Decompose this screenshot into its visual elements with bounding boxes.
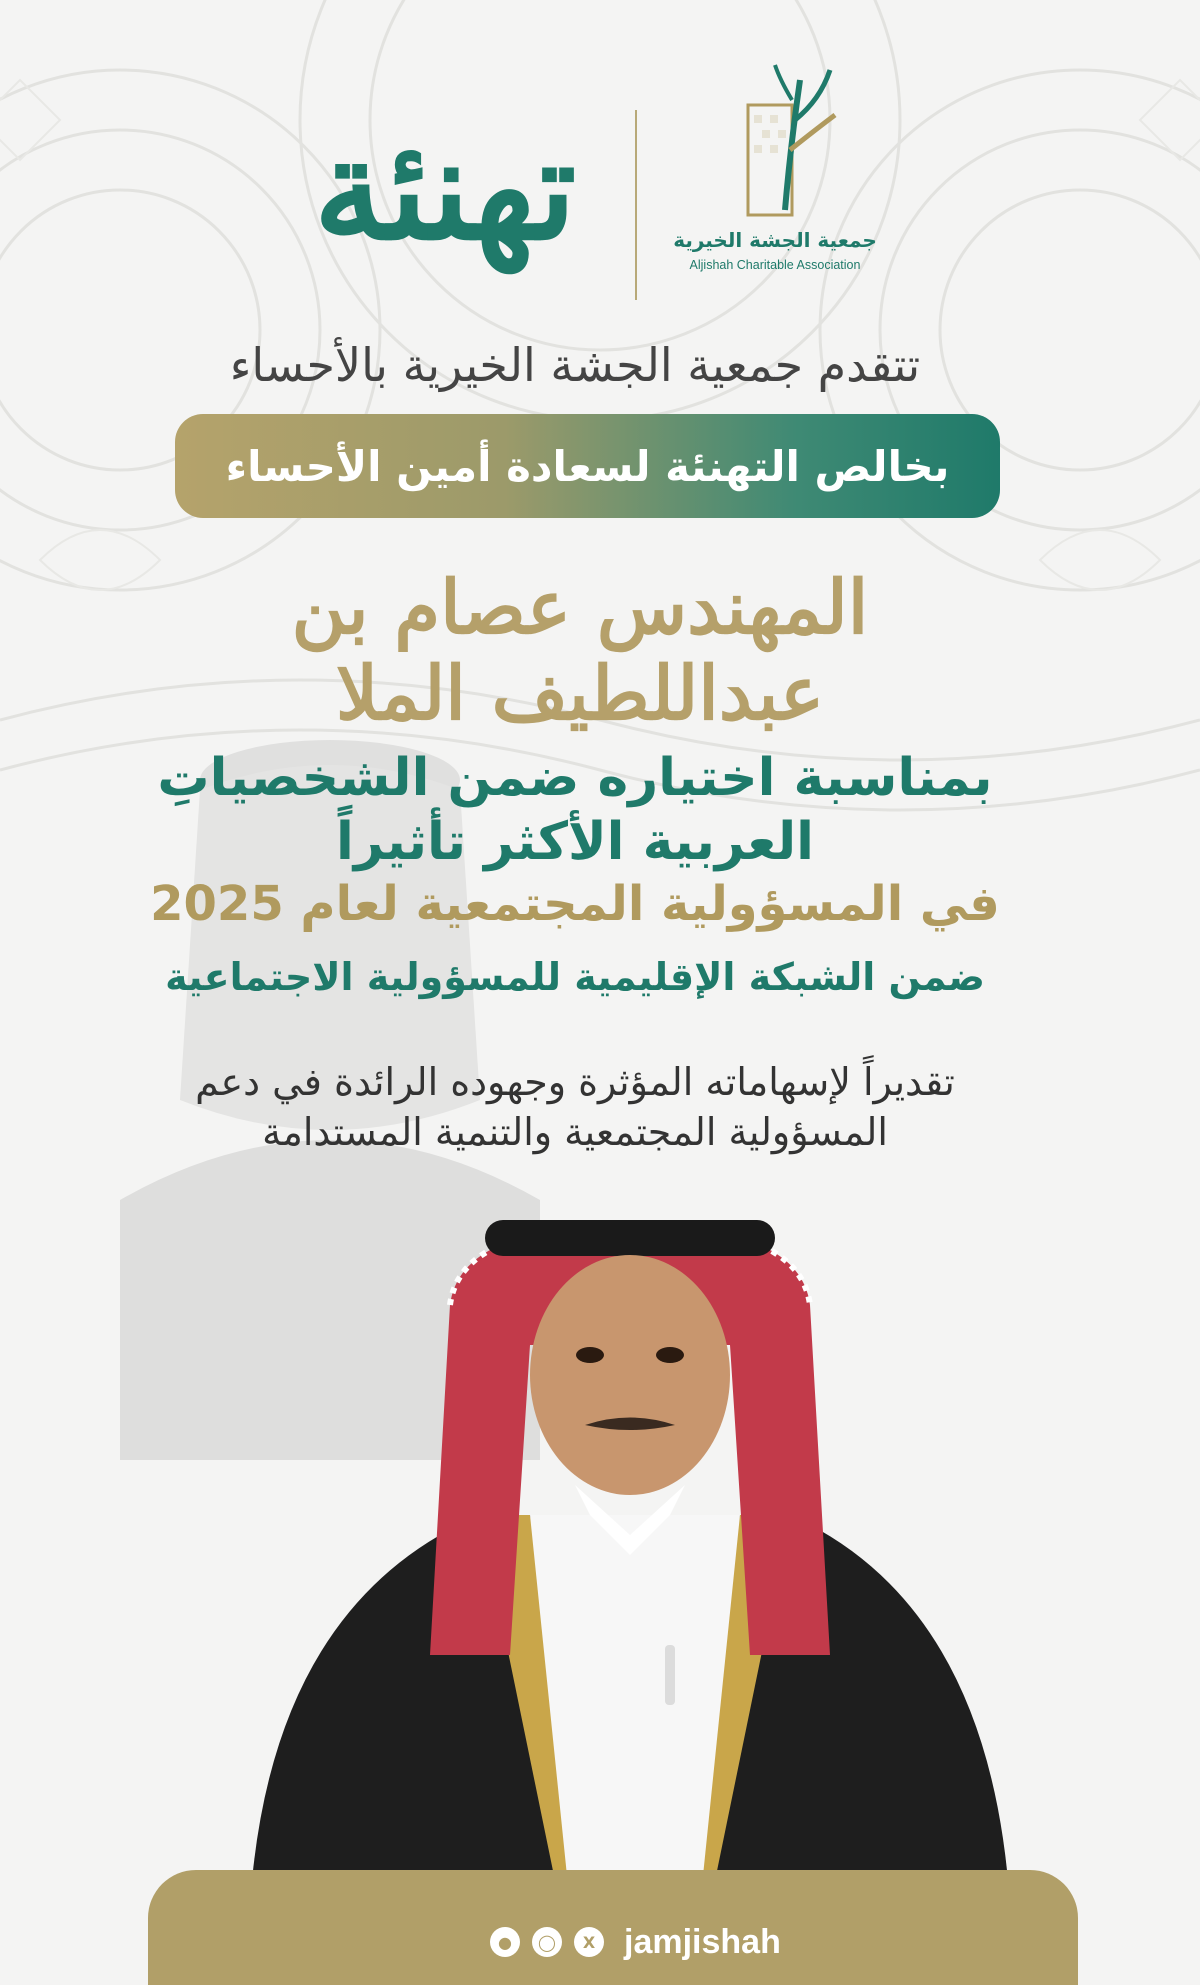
snapchat-icon[interactable]: ● — [490, 1927, 520, 1957]
logo-name-english: Aljishah Charitable Association — [689, 258, 861, 272]
greeting-calligraphy — [290, 90, 600, 290]
congratulation-pill — [175, 414, 1000, 518]
occasion-line-3: في المسؤولية المجتمعية لعام 2025 — [150, 876, 1000, 932]
header — [0, 0, 1200, 330]
social-handle[interactable]: jamjishah — [624, 1922, 781, 1961]
intro-text: تتقدم جمعية الجشة الخيرية بالأحساء — [229, 338, 921, 392]
occasion-line-2: العربية الأكثر تأثيراً — [336, 812, 814, 872]
occasion-line-1: بمناسبة اختياره ضمن الشخصياتِ — [157, 748, 993, 808]
association-logo — [660, 60, 890, 290]
instagram-icon[interactable]: ◯ — [532, 1927, 562, 1957]
header-divider — [635, 110, 637, 300]
appreciation-line-1: تقديراً لإسهاماته المؤثرة وجهوده الرائدة في دعم — [195, 1060, 955, 1104]
honoree-name: المهندس عصام بن عبداللطيف الملا — [291, 565, 869, 737]
pill-text: بخالص التهنئة لسعادة أمين الأحساء — [225, 441, 950, 491]
logo-name-arabic: جمعية الجشة الخيرية — [673, 228, 877, 252]
network-line: ضمن الشبكة الإقليمية للمسؤولية الاجتماعية — [165, 955, 985, 999]
appreciation-line-2: المسؤولية المجتمعية والتنمية المستدامة — [262, 1110, 888, 1154]
palm-logo-icon — [660, 60, 890, 230]
greeting-word-text: تهنئة — [313, 108, 577, 272]
portrait-photo — [230, 1185, 1030, 1905]
x-icon[interactable]: X — [574, 1927, 604, 1957]
social-links — [490, 1920, 781, 1964]
